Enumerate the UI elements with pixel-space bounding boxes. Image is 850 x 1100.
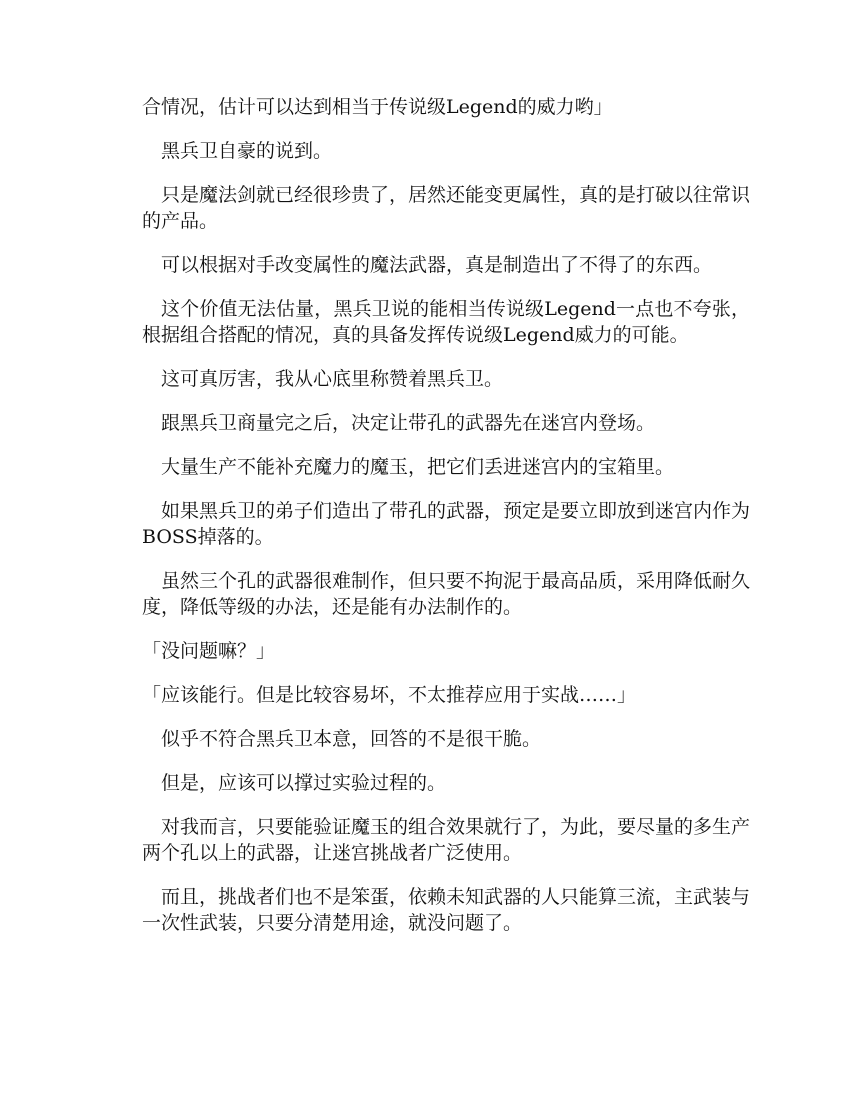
dialogue-line-1: 「没问题嘛？」 xyxy=(142,640,276,662)
paragraph-14: 但是，应该可以撑过实验过程的。 xyxy=(161,772,447,794)
paragraph-1: 合情况，估计可以达到相当于传说级Legend的威力哟」 xyxy=(142,96,613,118)
paragraph-2: 黑兵卫自豪的说到。 xyxy=(161,140,333,162)
paragraph-10: 虽然三个孔的武器很难制作，但只要不拘泥于最高品质，采用降低耐久度，降低等级的办法，还是能有办法制作的。 xyxy=(142,570,751,618)
paragraph-13: 似乎不符合黑兵卫本意，回答的不是很干脆。 xyxy=(161,728,542,750)
document-page xyxy=(142,94,750,954)
paragraph-5: 这个价值无法估量，黑兵卫说的能相当传说级Legend一点也不夸张，根据组合搭配的情况，真的具备发挥传说级Legend威力的可能。 xyxy=(142,298,750,346)
dialogue-line-2: 「应该能行。但是比较容易坏，不太推荐应用于实战……」 xyxy=(142,684,637,706)
paragraph-4: 可以根据对手改变属性的魔法武器，真是制造出了不得了的东西。 xyxy=(161,254,713,276)
paragraph-7: 跟黑兵卫商量完之后，决定让带孔的武器先在迷宫内登场。 xyxy=(161,412,656,434)
paragraph-3: 只是魔法剑就已经很珍贵了，居然还能变更属性，真的是打破以往常识的产品。 xyxy=(142,184,751,232)
paragraph-8: 大量生产不能补充魔力的魔玉，把它们丢进迷宫内的宝箱里。 xyxy=(161,456,675,478)
paragraph-9: 如果黑兵卫的弟子们造出了带孔的武器，预定是要立即放到迷宫内作为BOSS掉落的。 xyxy=(142,500,751,548)
paragraph-16: 而且，挑战者们也不是笨蛋，依赖未知武器的人只能算三流，主武装与一次性武装，只要分清楚用途，就没问题了。 xyxy=(142,886,751,934)
paragraph-6: 这可真厉害，我从心底里称赞着黑兵卫。 xyxy=(161,368,504,390)
paragraph-15: 对我而言，只要能验证魔玉的组合效果就行了，为此，要尽量的多生产两个孔以上的武器，让迷宫挑战者广泛使用。 xyxy=(142,816,751,864)
